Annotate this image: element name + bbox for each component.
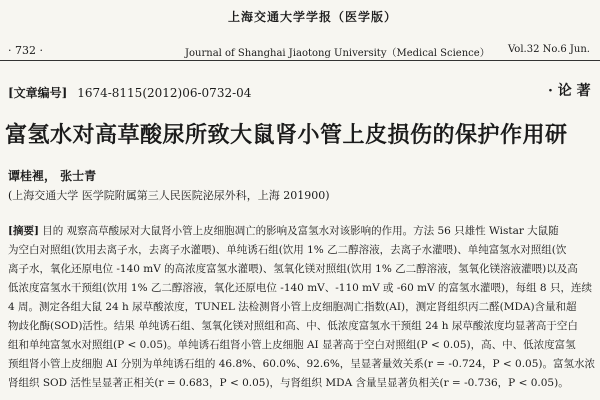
abstract-line: [摘要] 目的 观察高草酸尿对大鼠肾小管上皮细胞凋亡的影响及富氢水对该影响的作用。方法 56 只雄性 Wistar 大鼠随 — [8, 225, 559, 237]
article-number — [8, 84, 251, 101]
article-title: 富氢水对高草酸尿所致大鼠肾小管上皮损伤的保护作用研 — [5, 123, 568, 148]
abstract-line: 组和单纯富氢水对照组(P < 0.05)。单纯诱石组肾小管上皮细胞 AI 显著高于空白对照组(P < 0.05)，高、中、低浓度富氢 — [8, 339, 576, 351]
volume-issue: Vol.32 No.6 Jun. — [508, 44, 590, 55]
abstract-line: 为空白对照组(饮用去离子水，去离子水灌喂)、单纯诱石组(饮用 1% 乙二醇溶液，去离子水灌喂)、单纯富氢水对照组(饮 — [8, 244, 567, 256]
journal-title-english: Journal of Shanghai Jiaotong University（Medical Science） — [185, 48, 490, 59]
page-number: · 732 · — [8, 44, 43, 57]
authors: 谭桂裡， 张士青 — [8, 169, 97, 183]
abstract-line: 4 周。测定各组大鼠 24 h 尿草酸浓度，TUNEL 法检测肾小管上皮细胞凋亡指数(AI)，测定肾组织丙二醛(MDA)含量和超 — [8, 301, 577, 313]
article-number-label: [文章编号] — [8, 86, 68, 100]
abstract-line: 离子水，氧化还原电位 -140 mV 的高浓度富氢水灌喂)、氢氧化镁对照组(饮用 1% 乙二醇溶液，氢氧化镁溶液灌喂)以及高 — [8, 263, 578, 275]
abstract — [8, 222, 600, 393]
journal-title-chinese: 上海交通大学学报（医学版） — [228, 10, 398, 24]
abstract-line: 肾组织 SOD 活性呈显著正相关(r = 0.683，P < 0.05)，与肾组织 MDA 含量呈显著负相关(r = -0.736，P < 0.05)。 — [8, 377, 569, 389]
abstract-line: 低浓度富氢水干预组(饮用 1% 乙二醇溶液，氧化还原电位 -140 mV、-110 mV 或 -60 mV 的富氢水灌喂)，每组 8 只，连续 — [8, 282, 592, 294]
abstract-line: 预组肾小管上皮细胞 AI 分别为单纯诱石组的 46.8%、60.0%、92.6%，呈显著量效关系(r = -0.724，P < 0.05)。富氢水浓 — [8, 358, 596, 370]
section-tag: · 论 著 — [548, 83, 591, 99]
affiliation: (上海交通大学 医学院附属第三人民医院泌尿外科，上海 201900) — [8, 189, 330, 202]
abstract-label: [摘要] — [8, 225, 39, 237]
abstract-line: 物歧化酶(SOD)活性。结果 单纯诱石组、氢氧化镁对照组和高、中、低浓度富氢水干预组 24 h 尿草酸浓度均显著高于空白 — [8, 320, 578, 332]
article-number-value: 1674-8115(2012)06-0732-04 — [77, 86, 252, 100]
header-divider — [0, 60, 600, 61]
